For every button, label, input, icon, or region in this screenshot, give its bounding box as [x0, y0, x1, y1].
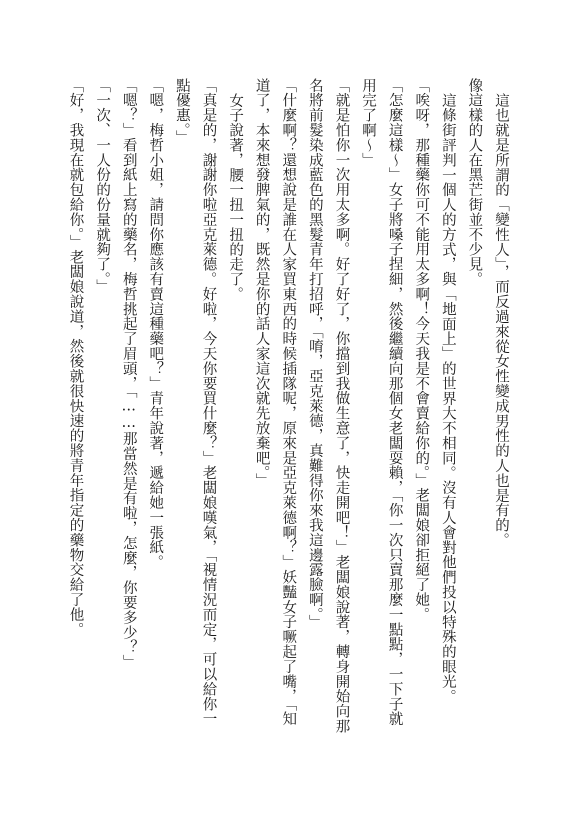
paragraph-line: 「什麼啊？還想說是誰在人家買東西的時候插隊呢，原來是亞克萊德啊？」妖豔女子噘起了嘴，「知: [280, 78, 297, 727]
paragraph-line: 道了，本來想發脾氣的，既然是你的話人家這次就先放棄吧。」: [253, 78, 270, 488]
paragraph-line: 「嗯，梅哲小姐，請問你應該有賣這種藥吧？」青年說著，遞給她一張紙。: [147, 78, 164, 570]
paragraph-line: 「怎麼這樣～」女子將嗓子捏細，然後繼續向那個女老闆耍賴，「你一次只賣那麼一點點，一下子就: [386, 78, 403, 727]
paragraph-line: 這條街評判一個人的方式，與「地面上」的世界大不相同。沒有人會對他們投以特殊的眼光。: [439, 92, 456, 704]
paragraph-line: 名將前髮染成藍色的黑髮青年打招呼，「唷，亞克萊德，真難得你來我這邊露臉啊。」: [306, 78, 323, 630]
paragraph-line: 「一次、一人份的份量就夠了。」: [94, 78, 111, 295]
paragraph-line: 「好，我現在就包給你。」老闆娘說道，然後就很快速的將青年指定的藥物交給了他。: [67, 78, 84, 637]
paragraph-line: 「唉呀，那種藥你可不能用太多啊！今天我是不會賣給你的。」老闆娘卻拒絕了她。: [413, 78, 430, 623]
paragraph-line: 像這樣的人在黑芒街並不少見。: [466, 78, 483, 287]
paragraph-line: 這也就是所謂的「變性人」，而反過來從女性變成男性的人也是有的。: [493, 92, 509, 548]
paragraph-line: 「真是的，謝謝你啦亞克萊德。好啦，今天你要買什麼？」老闆娘嘆氣，「視情況而定，可以給你一: [200, 78, 217, 727]
paragraph-line: 用完了啊～」: [360, 78, 377, 168]
paragraph-line: 「就是怕你一次用太多啊。好了好了，你擋到我做生意了，快走開吧！」老闆娘說著，轉身開始向那: [333, 78, 350, 734]
paragraph-line: 「嗯？」看到紙上寫的藥名，梅哲挑起了眉頭，「……那當然是有啦，怎麼，你要多少？」: [120, 78, 137, 670]
paragraph-line: 女子說著，腰一扭一扭的走了。: [227, 92, 244, 302]
vertical-text-body: [62, 78, 514, 778]
paragraph-line: 點優惠。」: [173, 78, 190, 146]
